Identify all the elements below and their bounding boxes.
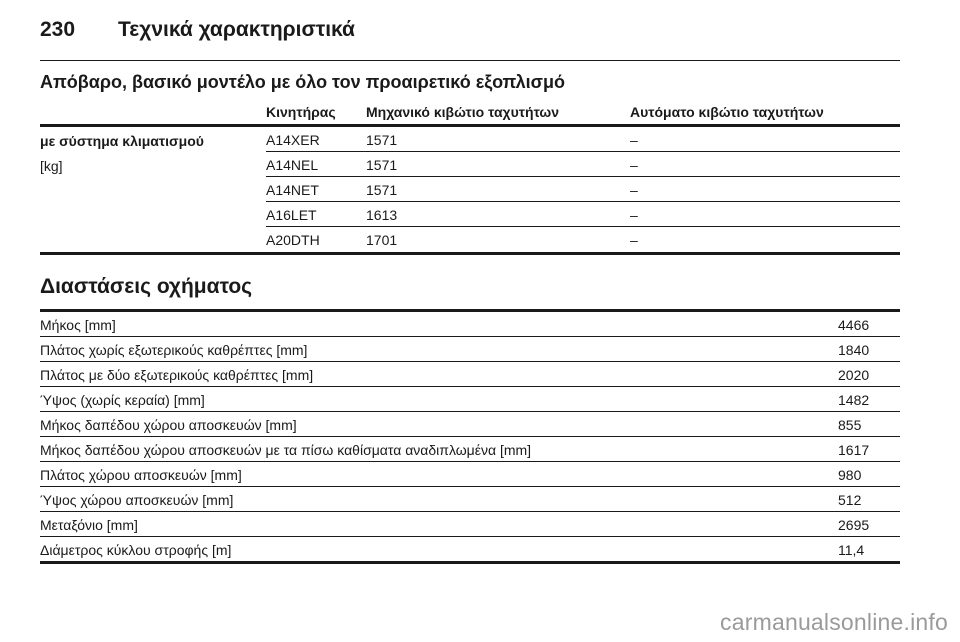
dimension-label: Πλάτος χωρίς εξωτερικούς καθρέπτες [mm]	[40, 342, 308, 358]
dimension-label: Μήκος δαπέδου χώρου αποσκευών [mm]	[40, 417, 297, 433]
column-header-manual: Μηχανικό κιβώτιο ταχυτήτων	[366, 104, 560, 120]
table-row	[266, 177, 900, 202]
table-row	[40, 362, 900, 387]
dimension-value: 1482	[838, 392, 870, 408]
page-header	[40, 14, 900, 58]
column-header-engine: Κινητήρας	[266, 104, 336, 120]
weight-table-body	[40, 127, 900, 255]
page-number: 230	[40, 18, 76, 41]
table-row	[40, 462, 900, 487]
weight-row-label	[40, 133, 204, 174]
table-row	[40, 487, 900, 512]
dimension-label: Μήκος [mm]	[40, 317, 116, 333]
column-header-automatic: Αυτόματο κιβώτιο ταχυτήτων	[630, 104, 824, 120]
engine-cell: A20DTH	[266, 232, 320, 248]
watermark-link[interactable]: carmanualsonline.info	[720, 609, 948, 635]
dimension-value: 855	[838, 417, 862, 433]
dimension-label: Μήκος δαπέδου χώρου αποσκευών με τα πίσω καθίσματα αναδιπλωμένα [mm]	[40, 442, 532, 458]
dimension-value: 4466	[838, 317, 870, 333]
dimension-value: 1617	[838, 442, 870, 458]
dimension-label: Ύψος (χωρίς κεραία) [mm]	[40, 392, 205, 408]
dimension-label: Διάμετρος κύκλου στροφής [m]	[40, 542, 232, 558]
table-row	[266, 227, 900, 255]
table-row	[40, 312, 900, 337]
engine-cell: A14XER	[266, 132, 320, 148]
automatic-weight-cell: –	[630, 132, 638, 148]
manual-weight-cell: 1571	[366, 182, 398, 198]
engine-cell: A16LET	[266, 207, 317, 223]
dimension-label: Πλάτος χώρου αποσκευών [mm]	[40, 467, 242, 483]
weight-table-bottom-rule	[40, 252, 900, 255]
dimension-value: 11,4	[838, 542, 865, 558]
table-row	[266, 152, 900, 177]
table-row	[40, 437, 900, 462]
dimension-value: 1840	[838, 342, 870, 358]
table-row	[40, 337, 900, 362]
dimension-label: Μεταξόνιο [mm]	[40, 517, 138, 533]
automatic-weight-cell: –	[630, 157, 638, 173]
manual-weight-cell: 1613	[366, 207, 398, 223]
automatic-weight-cell: –	[630, 232, 638, 248]
manual-weight-cell: 1701	[366, 232, 398, 248]
dimension-value: 2020	[838, 367, 870, 383]
dimension-label: Πλάτος με δύο εξωτερικούς καθρέπτες [mm]	[40, 367, 314, 383]
engine-cell: A14NEL	[266, 157, 319, 173]
table-row	[266, 202, 900, 227]
weight-rows	[266, 127, 900, 255]
automatic-weight-cell: –	[630, 207, 638, 223]
table-row	[40, 512, 900, 537]
dimensions-section-title: Διαστάσεις οχήματος	[40, 275, 253, 298]
table-row	[40, 387, 900, 412]
dimension-value: 980	[838, 467, 862, 483]
dimension-value: 2695	[838, 517, 870, 533]
chapter-title: Τεχνικά χαρακτηριστικά	[118, 18, 355, 41]
header-rule	[40, 60, 900, 61]
dimension-label: Ύψος χώρου αποσκευών [mm]	[40, 492, 234, 508]
manual-weight-cell: 1571	[366, 157, 398, 173]
manual-weight-cell: 1571	[366, 132, 398, 148]
table-row	[266, 127, 900, 152]
row-label-title: με σύστημα κλιματισμού	[40, 133, 204, 149]
engine-cell: A14NET	[266, 182, 319, 198]
table-row	[40, 537, 900, 564]
weight-section-title: Απόβαρο, βασικό μοντέλο με όλο τον προαιρετικό εξοπλισμό	[40, 72, 566, 92]
dimensions-table	[40, 309, 900, 564]
dimension-value: 512	[838, 492, 862, 508]
weight-table-header	[40, 100, 900, 127]
row-label-unit: [kg]	[40, 158, 63, 174]
table-row	[40, 412, 900, 437]
automatic-weight-cell: –	[630, 182, 638, 198]
weight-table	[40, 100, 900, 255]
